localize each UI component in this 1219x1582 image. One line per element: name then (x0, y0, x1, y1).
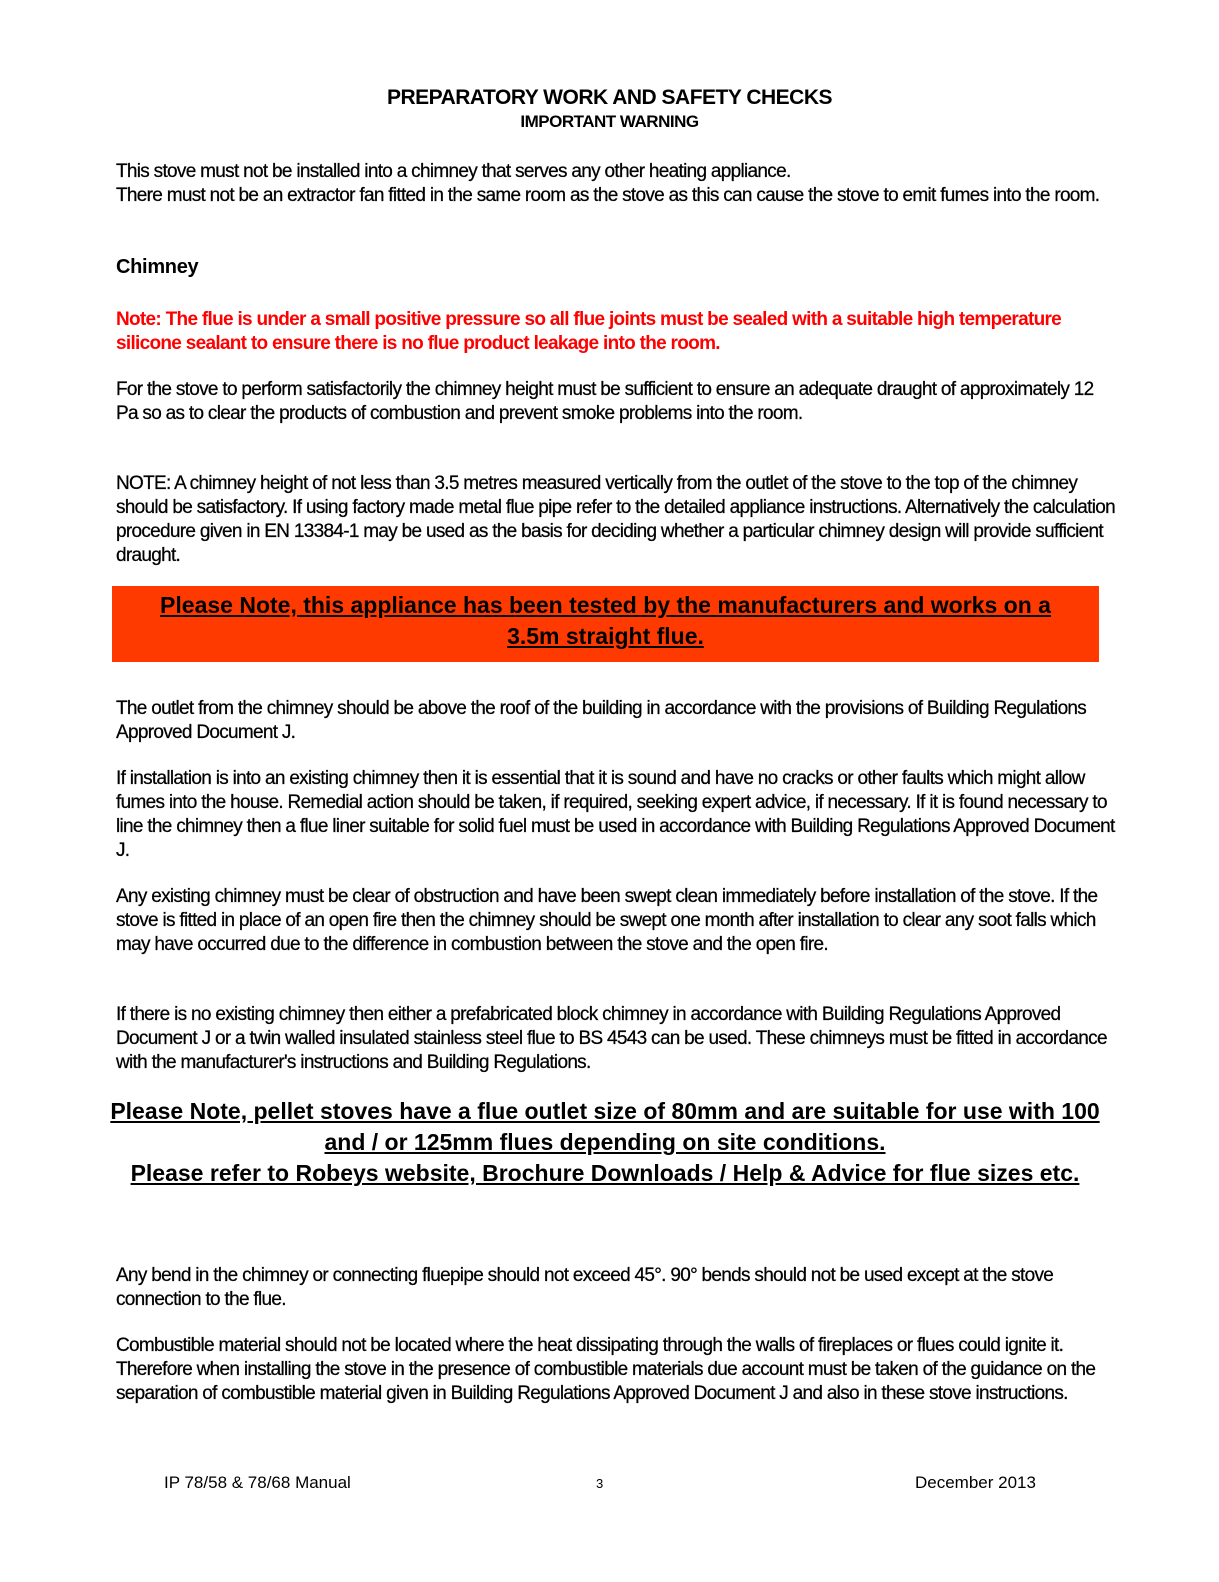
footer-manual-name: IP 78/58 & 78/68 Manual (164, 1473, 351, 1492)
robeys-website-line: Please refer to Robeys website, Brochure Downloads / Help & Advice for flue sizes etc. (130, 1160, 1080, 1186)
page-title: PREPARATORY WORK AND SAFETY CHECKS (386, 86, 833, 109)
no-chimney-paragraph: If there is no existing chimney then either a prefabricated block chimney in accordance with Building Regulations Approved Document J or a twin walled insulated stainless steel flue to BS 4543 can be used. These chimneys must be fitted in accordance with the manufacturer's instructions and Building Regulations. (116, 1004, 1107, 1073)
combustible-paragraph: Combustible material should not be located where the heat dissipating through the walls of fireplaces or flues could ignite it. Therefore when installing the stove in the presence of combustible materials due account must be taken of the guidance on the separation of combustible material given in Building Regulations Approved Document J and also in these stove instructions. (116, 1335, 1096, 1404)
intro-line-1: This stove must not be installed into a chimney that serves any other heating appliance. (116, 161, 791, 182)
intro-paragraph (116, 160, 1116, 208)
footer-page-number: 3 (596, 1476, 604, 1491)
tested-flue-banner: Please Note, this appliance has been tested by the manufacturers and works on a 3.5m straight flue. (112, 586, 1099, 662)
outlet-paragraph: The outlet from the chimney should be above the roof of the building in accordance with the provisions of Building Regulations Approved Document J. (116, 698, 1087, 743)
pellet-flue-size-note (110, 1096, 1100, 1189)
chimney-heading: Chimney (116, 256, 199, 278)
sweep-chimney-paragraph: Any existing chimney must be clear of obstruction and have been swept clean immediately before installation of the stove. If the stove is fitted in place of an open fire then the chimney should be swept one month after installation to clear any soot falls which may have occurred due to the difference in combustion between the stove and the open fire. (116, 886, 1098, 955)
chimney-height-note: NOTE: A chimney height of not less than 3.5 metres measured vertically from the outlet of the stove to the top of the chimney should be satisfactory. If using factory made metal flue pipe refer to the detailed appliance instructions. Alternatively the calculation procedure given in EN 13384-1 may be used as the basis for deciding whether a particular chimney design will provide sufficient draught. (116, 473, 1115, 566)
pellet-flue-size-line: Please Note, pellet stoves have a flue outlet size of 80mm and are suitable for use with 100 and / or 125mm flues depending on site conditions. (110, 1098, 1100, 1155)
existing-chimney-paragraph: If installation is into an existing chimney then it is essential that it is sound and have no cracks or other faults which might allow fumes into the house. Remedial action should be taken, if required, seeking expert advice, if necessary. If it is found necessary to line the chimney then a flue liner suitable for solid fuel must be used in accordance with Building Regulations Approved Document J. (116, 768, 1115, 861)
page-subtitle: IMPORTANT WARNING (520, 112, 699, 131)
footer-date: December 2013 (915, 1473, 1036, 1492)
intro-line-2: There must not be an extractor fan fitted in the same room as the stove as this can cause the stove to emit fumes into the room. (116, 185, 1100, 206)
bend-paragraph: Any bend in the chimney or connecting fluepipe should not exceed 45°. 90° bends should not be used except at the stove connection to the flue. (116, 1265, 1054, 1310)
flue-pressure-note: Note: The flue is under a small positive pressure so all flue joints must be sealed with a suitable high temperature silicone sealant to ensure there is no flue product leakage into the room. (116, 309, 1062, 354)
draught-paragraph: For the stove to perform satisfactorily the chimney height must be sufficient to ensure an adequate draught of approximately 12 Pa so as to clear the products of combustion and prevent smoke problems into the room. (116, 379, 1094, 424)
